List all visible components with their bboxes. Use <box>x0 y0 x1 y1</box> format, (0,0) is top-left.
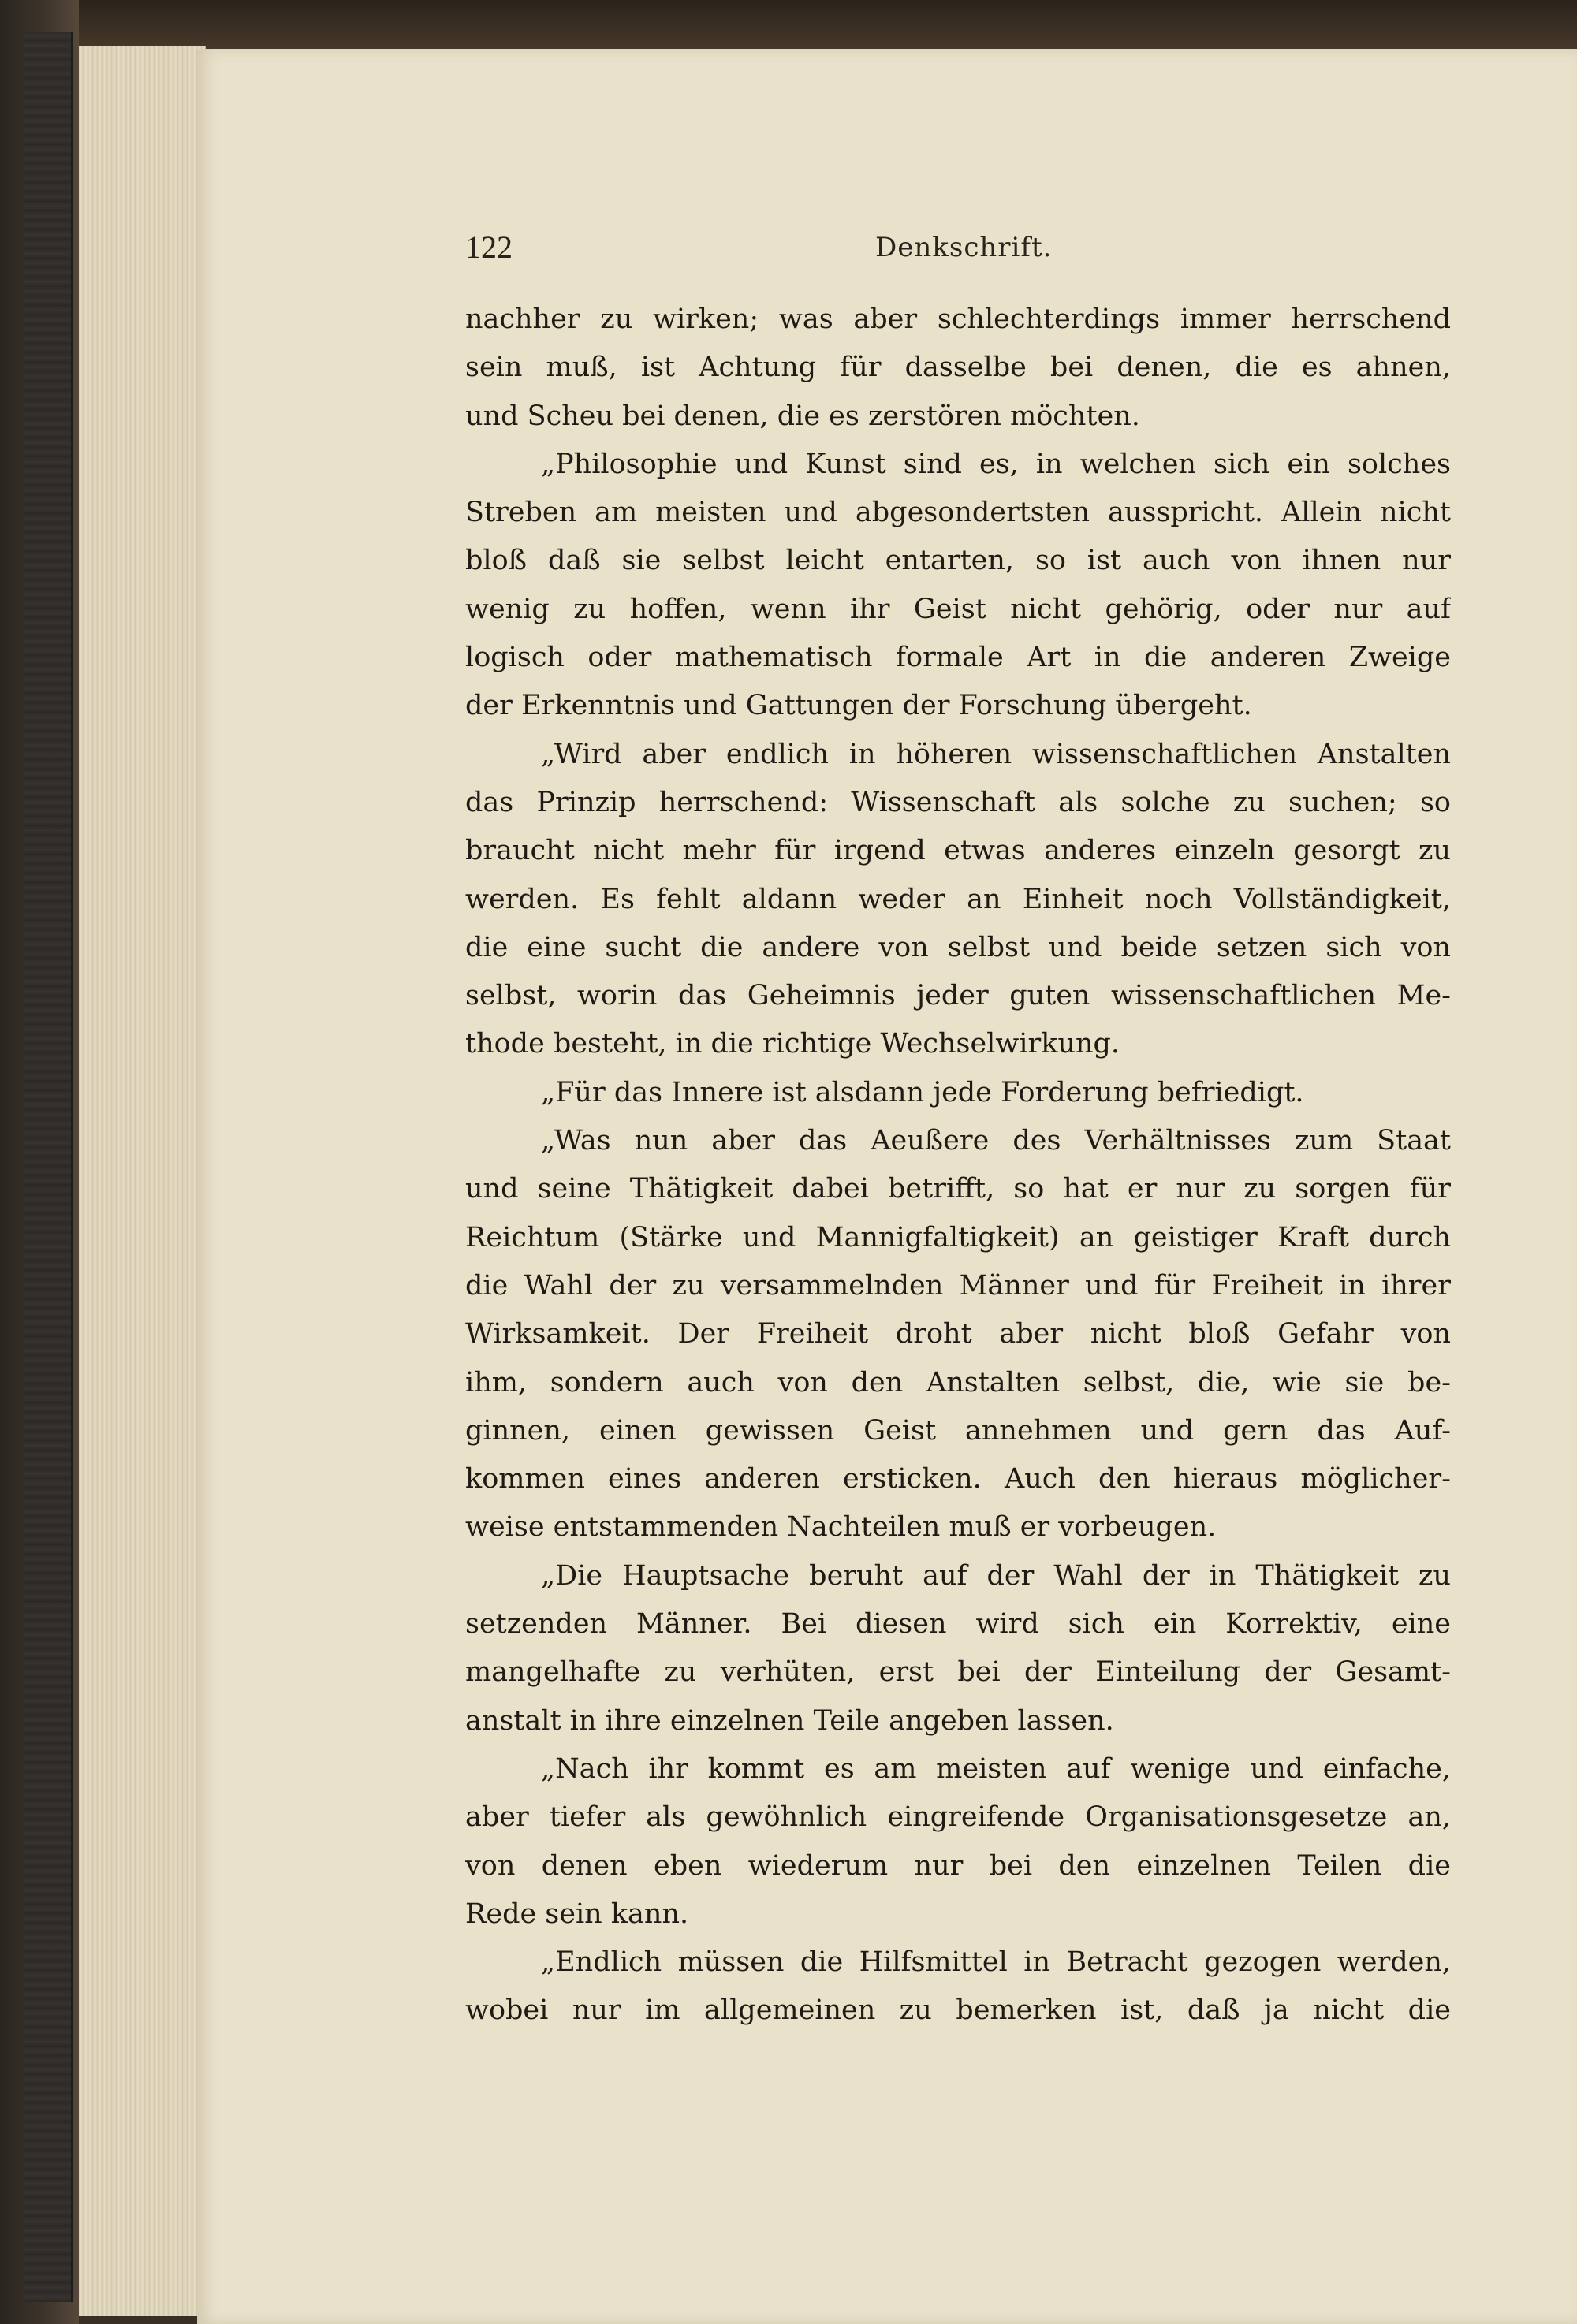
text-line: „Wird aber endlich in höheren wissenschaftlichen Anstalten <box>541 738 1451 770</box>
text-line: aber tiefer als gewöhnlich eingreifende Organisationsgesetze an, <box>465 1801 1451 1834</box>
text-line: anstalt in ihre einzelnen Teile angeben lassen. <box>465 1704 1114 1737</box>
text-line: thode besteht, in die richtige Wechselwirkung. <box>465 1028 1120 1060</box>
page-edges <box>79 46 206 2316</box>
text-line: „Was nun aber das Aeußere des Verhältnisses zum Staat <box>541 1125 1451 1157</box>
text-line: Streben am meisten und abgesondertsten ausspricht. Allein nicht <box>465 497 1451 529</box>
text-line: selbst, worin das Geheimnis jeder guten wissenschaftlichen Me- <box>465 980 1451 1012</box>
text-line: und seine Thätigkeit dabei betrifft, so hat er nur zu sorgen für <box>465 1173 1451 1205</box>
text-line: logisch oder mathematisch formale Art in die anderen Zweige <box>465 642 1451 674</box>
text-line: und Scheu bei denen, die es zerstören möchten. <box>465 400 1140 432</box>
text-line: der Erkenntnis und Gattungen der Forschung übergeht. <box>465 690 1252 722</box>
running-title: Denkschrift. <box>875 232 1053 263</box>
text-line: bloß daß sie selbst leicht entarten, so ist auch von ihnen nur <box>465 545 1451 577</box>
text-line: ginnen, einen gewissen Geist annehmen und gern das Auf- <box>465 1414 1451 1447</box>
text-line: von denen eben wiederum nur bei den einzelnen Teilen die <box>465 1849 1451 1882</box>
text-line: Reichtum (Stärke und Mannigfaltigkeit) an geistiger Kraft durch <box>465 1221 1451 1253</box>
text-line: braucht nicht mehr für irgend etwas anderes einzeln gesorgt zu <box>465 835 1451 867</box>
text-line: „Für das Innere ist alsdann jede Forderung befriedigt. <box>541 1076 1304 1108</box>
text-line: „Philosophie und Kunst sind es, in welchen sich ein solches <box>541 448 1451 480</box>
text-line: die eine sucht die andere von selbst und beide setzen sich von <box>465 931 1451 963</box>
text-line: sein muß, ist Achtung für dasselbe bei denen, die es ahnen, <box>465 352 1451 384</box>
text-line: „Die Hauptsache beruht auf der Wahl der in Thätigkeit zu <box>541 1559 1451 1592</box>
text-line: setzenden Männer. Bei diesen wird sich ein Korrektiv, eine <box>465 1608 1451 1641</box>
text-line: ihm, sondern auch von den Anstalten selbst, die, wie sie be- <box>465 1366 1451 1398</box>
text-line: das Prinzip herrschend: Wissenschaft als solche zu suchen; so <box>465 786 1451 818</box>
text-line: nachher zu wirken; was aber schlechterdings immer herrschend <box>465 304 1451 335</box>
text-line: die Wahl der zu versammelnden Männer und für Freiheit in ihrer <box>465 1269 1451 1302</box>
running-head <box>465 229 1490 276</box>
text-line: Rede sein kann. <box>465 1898 689 1930</box>
text-line: Wirksamkeit. Der Freiheit droht aber nicht bloß Gefahr von <box>465 1318 1451 1350</box>
body-text <box>465 296 1451 2035</box>
text-line: „Nach ihr kommt es am meisten auf wenige und einfache, <box>541 1752 1451 1785</box>
text-line: wobei nur im allgemeinen zu bemerken ist, daß ja nicht die <box>465 1994 1451 2027</box>
page-number: 122 <box>465 229 513 265</box>
text-line: weise entstammenden Nachteilen muß er vorbeugen. <box>465 1511 1217 1544</box>
text-line: wenig zu hoffen, wenn ihr Geist nicht gehörig, oder nur auf <box>465 593 1451 625</box>
book-spine-cloth <box>24 32 73 2302</box>
text-line: mangelhafte zu verhüten, erst bei der Einteilung der Gesamt- <box>465 1656 1451 1689</box>
text-line: kommen eines anderen ersticken. Auch den hieraus möglicher- <box>465 1463 1451 1495</box>
text-line: werden. Es fehlt aldann weder an Einheit noch Vollständigkeit, <box>465 883 1451 915</box>
text-line: „Endlich müssen die Hilfsmittel in Betracht gezogen werden, <box>541 1946 1451 1979</box>
book-cover-top <box>0 0 1577 55</box>
